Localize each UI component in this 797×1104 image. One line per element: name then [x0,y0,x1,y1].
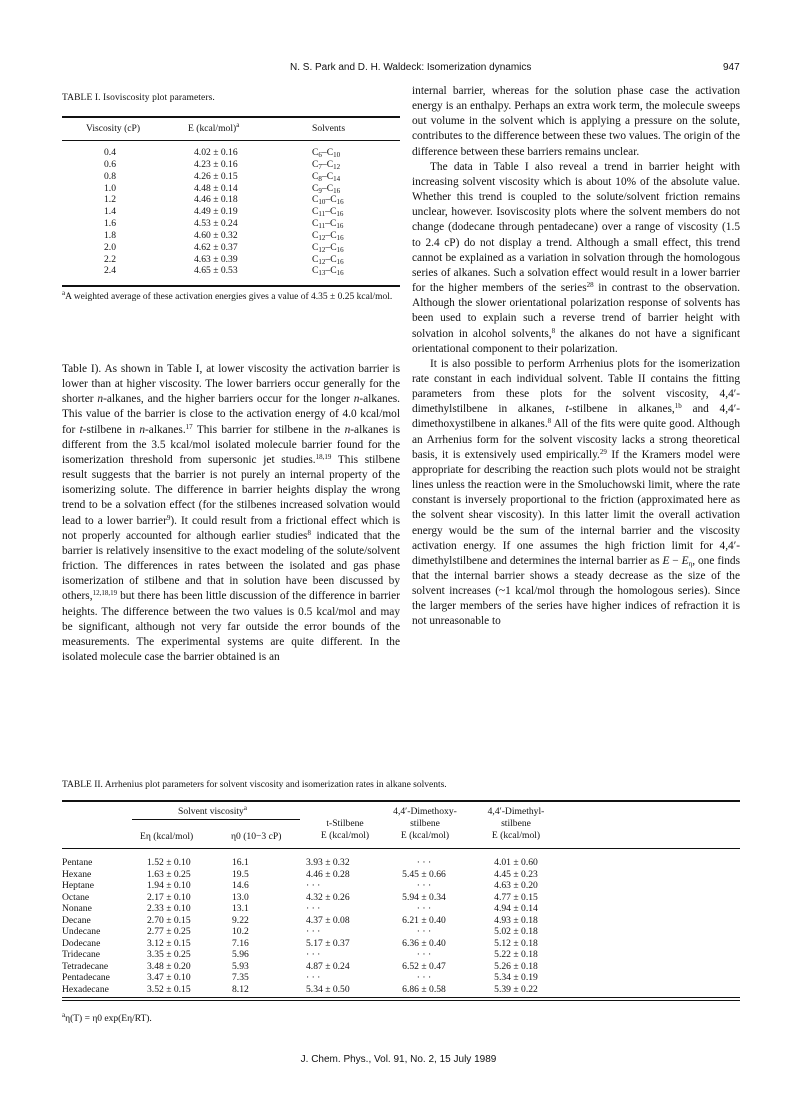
table2-head-rule [62,848,740,849]
table1-cell-energy: 4.65 ± 0.53 [194,265,238,277]
table2-row [62,961,740,973]
table2-cell-eta0: 13.0 [232,891,249,903]
table1-caption: TABLE I. Isoviscosity plot parameters. [62,93,215,103]
table1-cell-viscosity: 0.4 [104,147,116,158]
table1-cell-energy: 4.48 ± 0.14 [194,182,238,194]
table1-cell-solvents: $C_{11}-C_{16}$ [312,206,344,219]
table1-cell-viscosity: 1.0 [104,182,116,194]
table1-cell-viscosity: 1.6 [104,218,116,230]
journal-footer: J. Chem. Phys., Vol. 91, No. 2, 15 July 1989 [300,1054,497,1065]
table1-cell-viscosity: 0.8 [104,170,116,182]
table1-row [62,254,400,266]
table1-footnote: $^a$A weighted average of these activation energies gives a value of 4.35 ± 0.25 kcal/mol. [62,289,393,302]
table2-cell-e-eta: 3.47 ± 0.10 [147,972,191,983]
table1-row [62,206,400,218]
table2-cell-tstilbene: · · · [306,926,321,937]
table2-caption: TABLE II. Arrhenius plot parameters for solvent viscosity and isomerization rates in alkane solvents. [62,780,447,790]
table2-cell-dimethyl: 4.94 ± 0.14 [494,903,538,914]
table2-col-dimethyl: 4,4′-Dimethyl- stilbene E (kcal/mol) [487,806,545,841]
table2-cell-dimethyl: 4.01 ± 0.60 [494,857,538,868]
right-paragraph-3: It is also possible to perform Arrhenius plots for the isomerization rate constant in each individual solvent. Table II contains the fitting parameters from these plots for the solvent viscosity, 4,4′-dimethylstilbene in alkanes, t-stilbene in alkanes,$^{1b}$ and 4,4′-dimethoxystilbene in alkanes.$^8$ All of the fits were quite good. Although an Arrhenius form for the solvent viscosity lacks a strong theoretical basis, it is extensively used empirically.$^{29}$ If the Kramers model were appropriate for describing the reaction such plots would not be straight lines unless the reaction were in the Smoluchowski limit, where the rate constant is inversely proportional to the friction (approximated here as the solvent shear viscosity). In this latter limit the overall activation energy would be the sum of the internal barrier and the viscosity activation energy. If one assumes the high friction limit for 4,4′-dimethylstilbene and determines the internal barrier as $E - E_\eta$, one finds that the internal barrier shows a steady decrease as the size of the solvent increases (~1 kcal/mol through the homologous series). Since the larger members of the series have higher indices of refraction it is not unreasonable to [412,357,741,628]
table2-cell-tstilbene: 5.17 ± 0.37 [306,937,350,949]
table2-cell-tstilbene: · · · [306,880,321,891]
table2-cell-solvent: Pentane [62,857,93,868]
running-head: N. S. Park and D. H. Waldeck: Isomerization dynamics [290,62,532,73]
table2-col-e-eta: Eη (kcal/mol) [140,831,194,842]
page-number: 947 [723,62,740,73]
table2-row [62,903,740,915]
left-column-text [62,362,400,665]
table1-cell-solvents: $C_{13}-C_{16}$ [312,265,344,278]
table2-cell-eta0: 7.16 [232,937,249,949]
table1-cell-energy: 4.26 ± 0.15 [194,170,238,182]
table1-cell-energy: 4.02 ± 0.16 [194,147,238,158]
table1-top-rule [62,116,400,118]
left-paragraph: Table I). As shown in Table I, at lower viscosity the activation barrier is lower than at higher viscosity. The lower barriers occur generally for the shorter n-alkanes, and the higher barriers occur for the longer n-alkanes. This value of the barrier is close to the activation energy of 4.0 kcal/mol for t-stilbene in n-alkanes.$^{17}$ This barrier for stilbene in the n-alkanes is different from the 3.5 kcal/mol isolated molecule barrier found for the isomerization threshold from supersonic jet studies.$^{18,19}$ This stilbene result suggests that the barrier is not purely an internal property of the isomerizing solute. The difference in barrier heights display the wrong trend to be a solvation effect (for the stilbenes increased solvation would lead to a lower barrier$^9$). It could result from a frictional effect which is not properly accounted for although earlier studies$^8$ indicated that the barrier is relatively insensitive to the exact modeling of the solute/solvent friction. The differences in rates between the isolated and gas phase isomerization of stilbene and that in solution have been discussed by others,$^{12,18,19}$ but there has been little discussion of the difference in barrier heights. The difference between the two values is 0.5 kcal/mol and may be significant, although not very far outside the error bounds of the measurements. The experimental systems are quite different. In the isolated molecule case the barrier obtained is an [62,363,401,663]
table2-cell-dimethoxy: 5.45 ± 0.66 [402,868,446,880]
table2-cell-solvent: Hexadecane [62,983,109,995]
table2-cell-dimethyl: 4.93 ± 0.18 [494,914,538,926]
table2-cell-eta0: 10.2 [232,926,249,937]
table1-cell-energy: 4.23 ± 0.16 [194,158,238,170]
table2-row [62,892,740,904]
table2-cell-e-eta: 2.17 ± 0.10 [147,891,191,903]
table2-cell-dimethyl: 5.34 ± 0.19 [494,972,538,983]
table1-row [62,194,400,206]
table1-cell-energy: 4.60 ± 0.32 [194,229,238,241]
table2-cell-solvent: Tetradecane [62,960,109,972]
table2-cell-e-eta: 3.12 ± 0.15 [147,937,191,949]
table2-col-dimethoxy: 4,4′-Dimethoxy- stilbene E (kcal/mol) [393,806,457,841]
table2-cell-tstilbene: · · · [306,972,321,983]
table1-cell-solvents: $C_{11}-C_{16}$ [312,218,344,231]
table2-cell-dimethoxy: 6.86 ± 0.58 [402,983,446,995]
table1-cell-viscosity: 1.4 [104,206,116,218]
table2-cell-eta0: 5.96 [232,949,249,960]
table2-col-eta0: η0 (10−3 cP) [231,831,282,842]
table2-cell-dimethyl: 5.12 ± 0.18 [494,937,538,949]
table2-cell-solvent: Decane [62,914,91,926]
table2-cell-solvent: Tridecane [62,949,101,960]
table2-group-header: Solvent viscosity$^a$ [178,804,247,817]
table2-top-rule [62,800,740,802]
table2-cell-e-eta: 3.35 ± 0.25 [147,949,191,960]
table2-cell-dimethoxy: · · · [416,949,432,960]
table2-cell-dimethoxy: 6.52 ± 0.47 [402,960,446,972]
table2-body [62,857,740,995]
table1-row [62,218,400,230]
table2-cell-dimethyl: 4.45 ± 0.23 [494,868,538,880]
table1-cell-solvents: $C_{12}-C_{16}$ [312,253,344,266]
table2-cell-dimethyl: 5.02 ± 0.18 [494,926,538,937]
table2-bottom-rule-2 [62,1000,740,1001]
table2-cell-e-eta: 2.33 ± 0.10 [147,903,191,914]
table1-cell-solvents: $C_8-C_{14}$ [312,170,341,183]
table2-footnote: $^a$η(T) = η0 exp(Eη/RT). [62,1011,152,1024]
table1-cell-solvents: $C_9-C_{16}$ [312,182,341,195]
table1-cell-viscosity: 0.6 [104,158,116,170]
table2-cell-solvent: Undecane [62,926,101,937]
table2-cell-dimethyl: 5.22 ± 0.18 [494,949,538,960]
table1-row [62,242,400,254]
table2-row [62,984,740,996]
table2-cell-e-eta: 2.77 ± 0.25 [147,926,191,937]
table1-cell-solvents: $C_7-C_{12}$ [312,158,341,171]
table2-cell-dimethyl: 5.39 ± 0.22 [494,983,538,995]
table2-cell-dimethoxy: · · · [416,880,432,891]
table2-row [62,972,740,984]
table2-cell-tstilbene: · · · [306,903,321,914]
table2-cell-dimethoxy: · · · [416,903,432,914]
table2-row [62,869,740,881]
table2-cell-eta0: 9.22 [232,914,249,926]
table1-head-rule [62,140,400,141]
table2-cell-e-eta: 1.52 ± 0.10 [147,857,191,868]
right-paragraph-1: internal barrier, whereas for the solution phase case the activation energy is an enthalpy. Perhaps an extra work term, the molecule sweeps out volume in the solvent which is applying a pressure on the solute, contributes to the difference between these two values. The origin of the difference between these barriers remains unclear. [412,85,740,158]
table2-cell-dimethoxy: · · · [416,857,432,868]
table1-cell-solvents: $C_{10}-C_{16}$ [312,194,344,207]
table1-cell-solvents: $C_{12}-C_{16}$ [312,229,344,242]
table2-cell-eta0: 5.93 [232,960,249,972]
table1-row [62,171,400,183]
table2-cell-tstilbene: · · · [306,949,321,960]
table2-cell-dimethoxy: 6.21 ± 0.40 [402,914,446,926]
table1-cell-solvents: $C_6-C_{10}$ [312,147,341,159]
table1-cell-viscosity: 1.2 [104,194,116,206]
table2-row [62,915,740,927]
table1-cell-energy: 4.63 ± 0.39 [194,253,238,265]
table1-cell-energy: 4.62 ± 0.37 [194,241,238,253]
table1-cell-viscosity: 2.4 [104,265,116,277]
table2-cell-eta0: 14.6 [232,880,249,891]
table2-cell-tstilbene: 4.32 ± 0.26 [306,891,350,903]
table1-cell-viscosity: 2.2 [104,253,116,265]
table2-cell-dimethoxy: 6.36 ± 0.40 [402,937,446,949]
table2-cell-tstilbene: 5.34 ± 0.50 [306,983,350,995]
table2-cell-tstilbene: 4.87 ± 0.24 [306,960,350,972]
table1-col-viscosity: Viscosity (cP) [86,123,141,134]
table2-row [62,880,740,892]
table2-cell-eta0: 8.12 [232,983,249,995]
table1-cell-viscosity: 1.8 [104,229,116,241]
table2-row [62,926,740,938]
table1-row [62,230,400,242]
table1-cell-energy: 4.53 ± 0.24 [194,218,238,230]
table1-row [62,159,400,171]
table2-row [62,938,740,950]
running-header [0,60,797,76]
table2-row [62,857,740,869]
table1-col-solvents: Solvents [312,123,346,134]
table2-cell-dimethoxy: · · · [416,926,432,937]
table2-cell-e-eta: 3.48 ± 0.20 [147,960,191,972]
table2-cell-solvent: Pentadecane [62,972,110,983]
table2-bottom-rule-1 [62,997,740,998]
table2-cell-e-eta: 1.63 ± 0.25 [147,868,191,880]
right-column-text [412,84,740,630]
table2-row [62,949,740,961]
table2-cell-eta0: 13.1 [232,903,249,914]
table1-cell-energy: 4.46 ± 0.18 [194,194,238,206]
table1-cell-viscosity: 2.0 [104,241,116,253]
table2-cell-solvent: Hexane [62,868,92,880]
table2-cell-dimethoxy: · · · [416,972,432,983]
table2-col-tstilbene: t-Stilbene E (kcal/mol) [320,818,370,841]
table2-cell-eta0: 7.35 [232,972,249,983]
table2-cell-dimethyl: 4.63 ± 0.20 [494,880,538,891]
table1-row [62,147,400,159]
table2-cell-solvent: Heptane [62,880,94,891]
table2-cell-tstilbene: 4.46 ± 0.28 [306,868,350,880]
table2-cell-e-eta: 2.70 ± 0.15 [147,914,191,926]
table2-cell-dimethyl: 5.26 ± 0.18 [494,960,538,972]
table2-cell-dimethyl: 4.77 ± 0.15 [494,891,538,903]
table2-cell-eta0: 16.1 [232,857,249,868]
table2-cell-e-eta: 3.52 ± 0.15 [147,983,191,995]
table2-cell-solvent: Nonane [62,903,92,914]
table2-cell-tstilbene: 3.93 ± 0.32 [306,857,350,868]
table2-cell-solvent: Octane [62,891,90,903]
table2-cell-solvent: Dodecane [62,937,101,949]
table2-cell-eta0: 19.5 [232,868,249,880]
table1-col-energy: E (kcal/mol)$^a$ [188,121,240,134]
table2-group-rule [132,819,300,820]
table2-cell-tstilbene: 4.37 ± 0.08 [306,914,350,926]
table1-bottom-rule [62,285,400,287]
table1-cell-solvents: $C_{12}-C_{16}$ [312,241,344,254]
table1-cell-energy: 4.49 ± 0.19 [194,206,238,218]
table1-row [62,183,400,195]
table2-cell-dimethoxy: 5.94 ± 0.34 [402,891,446,903]
table2-cell-e-eta: 1.94 ± 0.10 [147,880,191,891]
table1-row [62,265,400,277]
right-paragraph-2: The data in Table I also reveal a trend in barrier height with increasing solvent viscosity which is about 10% of the absolute value. Whether this trend is coupled to the solute/solvent friction remains unclear, however. Isoviscosity plots where the solvent members do not change (dodecane through pentadecane) over a range of viscosity (1.5 to 2.4 cP) do not display a trend. Although a small effect, this trend cannot be explained as a variation in solvation through the homologous series of alkanes. Such a solvation effect would result in a lower barrier for the higher members of the series$^{28}$ in contrast to the observation. Although the slower orientational polarization response of solvents has been used to explain such a reverse trend of barrier height with solvation in alcohol solvents,$^8$ the alkanes do not have a significant orientational component to their polarization. [412,160,740,355]
table1-body [62,147,400,277]
